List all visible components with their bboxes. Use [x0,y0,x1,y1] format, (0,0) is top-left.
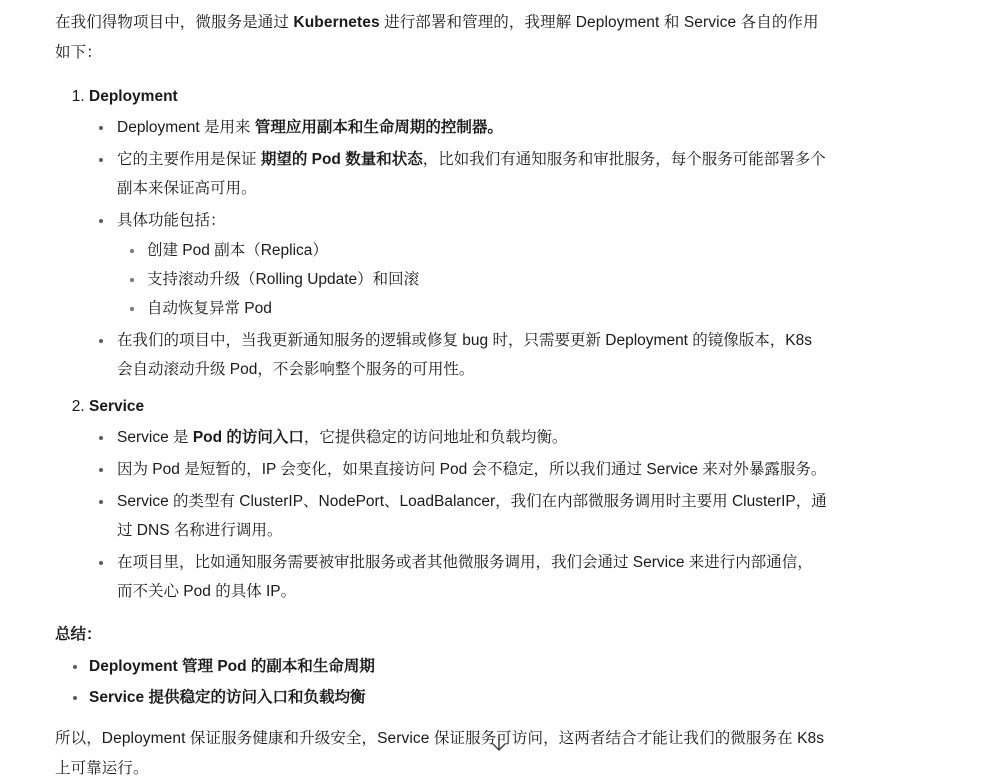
section-points [89,423,827,606]
list-item: 支持滚动升级（Rolling Update）和回滚 [145,265,827,294]
sections-list [55,82,827,606]
list-item: 创建 Pod 副本（Replica） [145,236,827,265]
list-item [115,206,827,323]
intro-paragraph [55,8,827,68]
intro-text-2: 进行部署和管理的，我理解 Deployment 和 Service 各自的作用如下： [55,14,819,61]
list-item: Deployment 管理 Pod 的副本和生命周期 [89,652,827,681]
section-title: Service [89,398,145,415]
point-bold: 管理应用副本和生命周期的控制器。 [254,119,503,136]
list-item [115,113,827,142]
section-title: Deployment [89,88,178,105]
sub-points [117,236,827,323]
intro-text-1: 在我们得物项目中，微服务是通过 [55,14,294,31]
point-text-before: Service 是 [117,429,193,446]
list-item [115,145,827,203]
summary-heading: 总结： [55,626,102,643]
list-item: 在我们的项目中，当我更新通知服务的逻辑或修复 bug 时，只需要更新 Deployment 的镜像版本，K8s 会自动滚动升级 Pod，不会影响整个服务的可用性。 [115,326,827,384]
list-item [115,423,827,452]
list-item: 在项目里，比如通知服务需要被审批服务或者其他微服务调用，我们会通过 Service 来进行内部通信，而不关心 Pod 的具体 IP。 [115,548,827,606]
point-text-before: 具体功能包括： [117,212,226,229]
arrow-down-icon [487,731,511,755]
list-item: 自动恢复异常 Pod [145,294,827,323]
section-deployment [89,82,827,384]
summary-list [55,652,827,712]
intro-bold-kubernetes: Kubernetes [293,14,380,31]
point-text-before: Deployment 是用来 [117,119,255,136]
point-text-after: ，它提供稳定的访问地址和负载均衡。 [303,429,568,446]
list-item: Service 提供稳定的访问入口和负载均衡 [89,683,827,712]
scroll-down-button[interactable] [0,731,997,755]
section-points [89,113,827,384]
point-bold: 期望的 Pod 数量和状态 [260,151,423,168]
list-item: Service 的类型有 ClusterIP、NodePort、LoadBalancer，我们在内部微服务调用时主要用 ClusterIP，通过 DNS 名称进行调用。 [115,487,827,545]
list-item: 因为 Pod 是短暂的，IP 会变化，如果直接访问 Pod 会不稳定，所以我们通过 Service 来对外暴露服务。 [115,455,827,484]
closing-paragraph: 所以，Deployment 保证服务健康和升级安全，Service 保证服务可访问，这两者结合才能让我们的微服务在 K8s 上可靠运行。 [55,730,825,777]
section-service [89,392,827,606]
point-text-before: 它的主要作用是保证 [117,151,261,168]
point-text-after: ，比如我们有通知服务和审批服务，每个服务可能部署多个副本来保证高可用。 [117,151,826,197]
point-bold: Pod 的访问入口 [192,429,304,446]
